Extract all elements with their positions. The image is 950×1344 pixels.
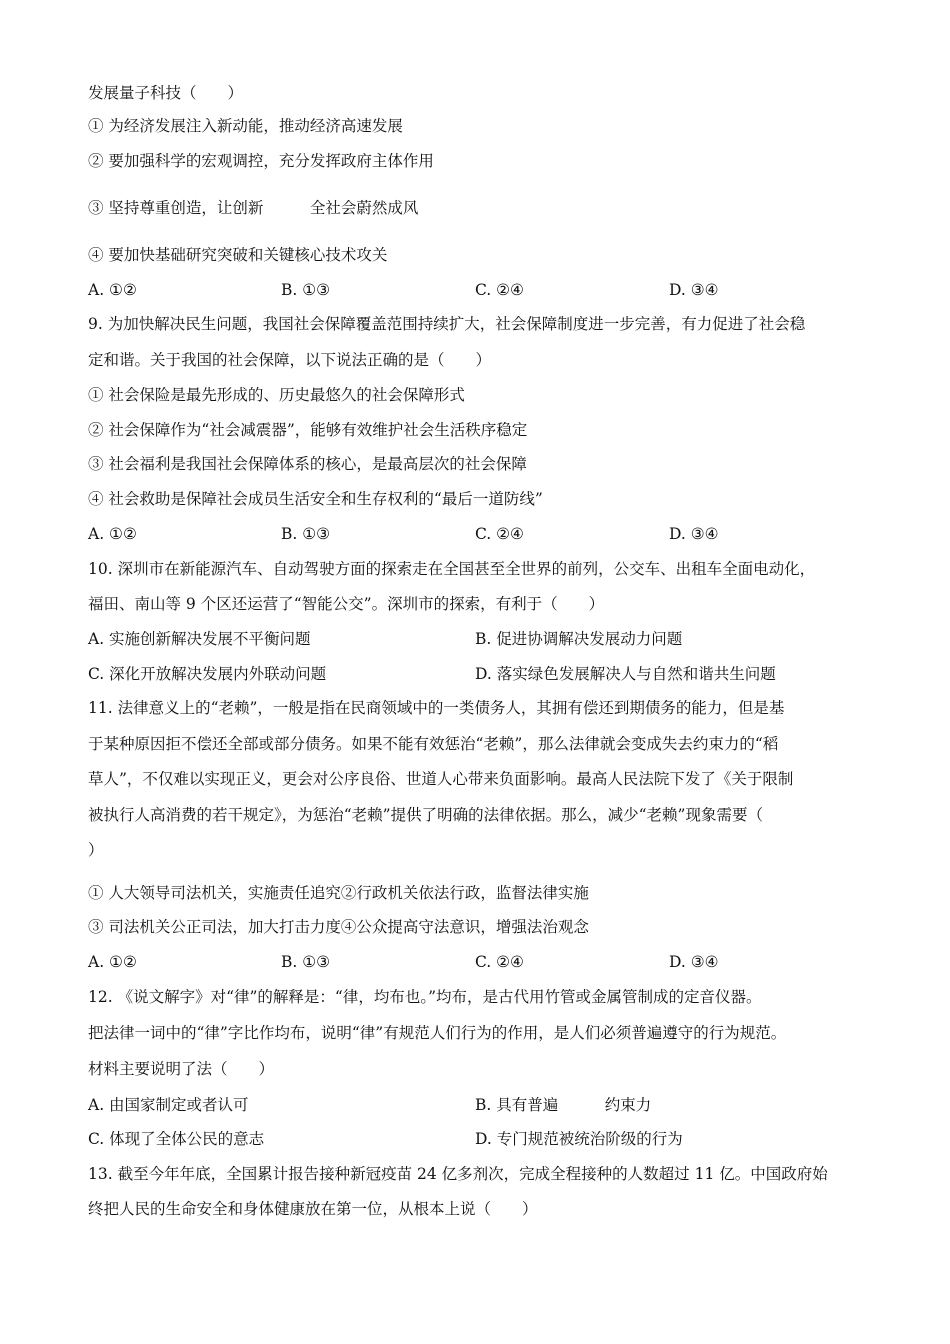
q13-stem-line-2: 终把人民的生命安全和身体健康放在第一位，从根本上说（ ） xyxy=(88,1200,538,1218)
q10-option-d: D. 落实绿色发展解决人与自然和谐共生问题 xyxy=(475,665,776,683)
q9-option-c: C. ②④ xyxy=(475,525,524,543)
q8-item-2: ② 要加强科学的宏观调控，充分发挥政府主体作用 xyxy=(88,152,434,170)
q11-option-a: A. ①② xyxy=(88,953,137,971)
q8-item-3: ③ 坚持尊重创造，让创新 全社会蔚然成风 xyxy=(88,199,419,217)
q11-stem-line-5: ） xyxy=(88,841,104,859)
q10-options-row-1 xyxy=(88,628,868,650)
q11-stem-line-2: 于某种原因拒不偿还全部或部分债务。如果不能有效惩治“老赖”，那么法律就会变成失去约束力的“稻 xyxy=(88,735,779,753)
q10-option-c: C. 深化开放解决发展内外联动问题 xyxy=(88,665,327,683)
q11-stem-line-1: 11. 法律意义上的“老赖”，一般是指在民商领域中的一类债务人，其拥有偿还到期债务的能力，但是基 xyxy=(88,699,785,717)
q12-option-d: D. 专门规范被统治阶级的行为 xyxy=(475,1130,683,1148)
q13-stem-line-1: 13. 截至今年年底，全国累计报告接种新冠疫苗 24 亿多剂次，完成全程接种的人数超过 11 亿。中国政府始 xyxy=(88,1165,828,1183)
q12-stem-line-2: 把法律一词中的“律”字比作均布，说明“律”有规范人们行为的作用，是人们必须普遍遵守的行为规范。 xyxy=(88,1024,787,1042)
q12-stem-line-3: 材料主要说明了法（ ） xyxy=(88,1060,275,1078)
q10-option-a: A. 实施创新解决发展不平衡问题 xyxy=(88,630,311,648)
q11-item-1: ① 人大领导司法机关，实施责任追究②行政机关依法行政，监督法律实施 xyxy=(88,884,589,902)
q12-options-row-2 xyxy=(88,1128,868,1150)
q12-options-row-1 xyxy=(88,1094,868,1116)
q10-stem-line-2: 福田、南山等 9 个区还运营了“智能公交”。深圳市的探索，有利于（ ） xyxy=(88,595,605,613)
q12-option-a: A. 由国家制定或者认可 xyxy=(88,1096,249,1114)
q9-item-4: ④ 社会救助是保障社会成员生活安全和生存权利的“最后一道防线” xyxy=(88,490,543,508)
q10-options-row-2 xyxy=(88,663,868,685)
q8-item-4: ④ 要加快基础研究突破和关键核心技术攻关 xyxy=(88,246,388,264)
q8-item-1: ① 为经济发展注入新动能，推动经济高速发展 xyxy=(88,117,403,135)
q11-stem-line-4: 被执行人高消费的若干规定》，为惩治“老赖”提供了明确的法律依据。那么，减少“老赖”现象需要（ xyxy=(88,806,763,824)
q12-stem-line-1: 12. 《说文解字》对“律”的解释是：“律，均布也。”均布，是古代用竹管或金属管制成的定音仪器。 xyxy=(88,988,762,1006)
q10-option-b: B. 促进协调解决发展动力问题 xyxy=(475,630,683,648)
q9-item-2: ② 社会保障作为“社会减震器”，能够有效维护社会生活秩序稳定 xyxy=(88,421,528,439)
q11-item-2: ③ 司法机关公正司法，加大打击力度④公众提高守法意识，增强法治观念 xyxy=(88,918,589,936)
q11-stem-line-3: 草人”，不仅难以实现正义，更会对公序良俗、世道人心带来负面影响。最高人民法院下发了《关于限制 xyxy=(88,770,794,788)
q8-options xyxy=(88,279,868,301)
q9-option-b: B. ①③ xyxy=(281,525,331,543)
q11-option-c: C. ②④ xyxy=(475,953,524,971)
q11-option-b: B. ①③ xyxy=(281,953,331,971)
q8-stem-tail: 发展量子科技（ ） xyxy=(88,84,244,102)
q9-options xyxy=(88,523,868,545)
q8-option-b: B. ①③ xyxy=(281,281,331,299)
q9-stem-line-2: 定和谐。关于我国的社会保障，以下说法正确的是（ ） xyxy=(88,351,492,369)
q11-option-d: D. ③④ xyxy=(669,953,719,971)
q9-option-a: A. ①② xyxy=(88,525,137,543)
q9-item-1: ① 社会保险是最先形成的、历史最悠久的社会保障形式 xyxy=(88,386,465,404)
q10-stem-line-1: 10. 深圳市在新能源汽车、自动驾驶方面的探索走在全国甚至全世界的前列，公交车、出租车全面电动化， xyxy=(88,560,816,578)
q11-options xyxy=(88,951,868,973)
q12-option-b: B. 具有普遍 约束力 xyxy=(475,1096,652,1114)
q9-option-d: D. ③④ xyxy=(669,525,719,543)
q8-option-c: C. ②④ xyxy=(475,281,524,299)
q12-option-c: C. 体现了全体公民的意志 xyxy=(88,1130,265,1148)
q8-option-d: D. ③④ xyxy=(669,281,719,299)
q9-stem-line-1: 9. 为加快解决民生问题，我国社会保障覆盖范围持续扩大，社会保障制度进一步完善，有力促进了社会稳 xyxy=(88,315,806,333)
q9-item-3: ③ 社会福利是我国社会保障体系的核心，是最高层次的社会保障 xyxy=(88,455,527,473)
q8-option-a: A. ①② xyxy=(88,281,137,299)
